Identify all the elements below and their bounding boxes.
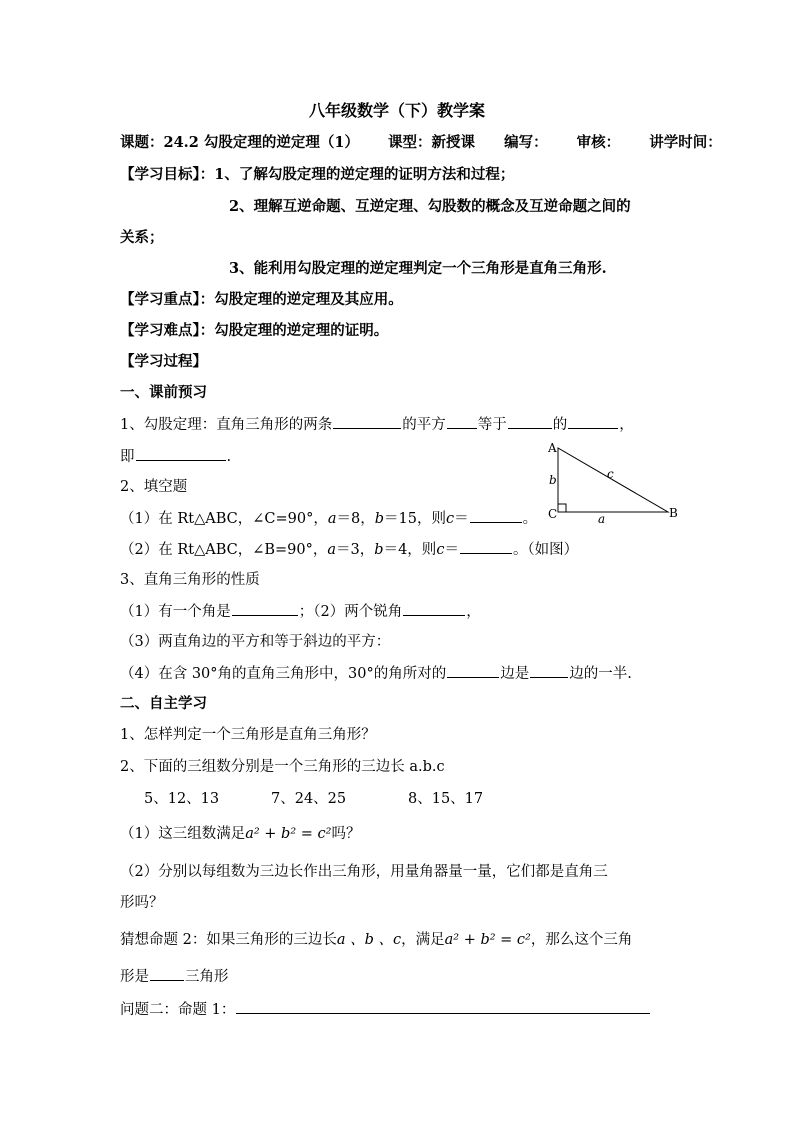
s1-q2b-bval: ＝4，则 — [383, 542, 437, 558]
guess-variables: a 、b 、c — [336, 932, 402, 948]
guess-text-1: 猜想命题 2：如果三角形的三边长 — [120, 932, 337, 948]
goals-label: 【学习目标】： — [120, 166, 215, 183]
s1-q3-text-1: （1）有一个角是 — [120, 604, 231, 620]
goal-3: 3、能利用勾股定理的逆定理判定一个三角形是直角三角形. — [229, 260, 607, 277]
guess-line-2 — [120, 966, 229, 987]
var-a: a — [327, 542, 337, 558]
section1-heading: 一、课前预习 — [120, 384, 207, 401]
header-topic: 课题：24.2 勾股定理的逆定理（1） — [120, 134, 359, 151]
answer-blank[interactable] — [150, 966, 184, 981]
formula-pythagorean: a² + b² = c² — [245, 826, 332, 842]
right-angle-mark — [558, 504, 566, 512]
issue-line — [120, 999, 651, 1020]
s1-q1-text-3: 等于 — [477, 417, 507, 433]
s1-q1-text-1: 1、勾股定理：直角三角形的两条 — [120, 417, 333, 433]
answer-blank[interactable] — [236, 999, 650, 1014]
s1-q3-item-2: （3）两直角边的平方和等于斜边的平方： — [120, 634, 391, 650]
s1-q3-text-5: 边是 — [500, 666, 530, 682]
answer-blank[interactable] — [530, 663, 568, 678]
difficulty-label: 【学习难点】： — [120, 322, 215, 339]
issue-label: 问题二：命题 1： — [120, 1002, 236, 1018]
s1-q1-text-7: . — [226, 449, 232, 465]
difficulty-line — [120, 321, 388, 341]
answer-blank[interactable] — [568, 414, 618, 429]
answer-blank[interactable] — [447, 414, 477, 429]
s1-q3-item-1 — [120, 601, 481, 622]
number-set-2: 7、24、25 — [271, 791, 347, 807]
answer-blank[interactable] — [460, 539, 512, 554]
header-writer: 编写： — [504, 134, 548, 151]
guess-text-2: ，满足 — [401, 932, 445, 948]
guess-text-3: ，那么这个三角 — [530, 932, 633, 948]
s1-q1-text-4: 的 — [552, 417, 568, 433]
s2-sub-1 — [120, 824, 360, 844]
s1-q3-text-4: （4）在含 30°角的直角三角形中，30°的角所对的 — [120, 666, 447, 682]
goal-2a: 2、理解互逆命题、互逆定理、勾股数的概念及互逆命题之间的 — [229, 198, 631, 215]
s1-q2b-end: 。（如图） — [512, 542, 579, 558]
header-type: 课型：新授课 — [388, 134, 476, 151]
goal-1: 1、了解勾股定理的逆定理的证明方法和过程； — [214, 166, 515, 183]
section2-heading: 二、自主学习 — [120, 695, 207, 712]
goal-line-1 — [120, 165, 514, 185]
answer-blank[interactable] — [403, 601, 465, 616]
s1-q1-text-6: 即 — [120, 449, 135, 465]
answer-blank[interactable] — [232, 601, 298, 616]
side-label-a: a — [598, 512, 606, 524]
s1-q2b-eq: ＝ — [444, 542, 459, 558]
s2-q1: 1、怎样判定一个三角形是直角三角形？ — [120, 727, 376, 743]
number-set-1: 5、12、13 — [144, 791, 220, 807]
s1-q1-line1 — [120, 414, 634, 435]
vertex-label-c: C — [548, 507, 558, 521]
s2-sub-2b: 形吗？ — [120, 895, 164, 911]
s1-q2a-eq: ＝ — [454, 511, 469, 527]
var-b: b — [374, 542, 384, 558]
page-title: 八年级数学（下）教学案 — [308, 101, 485, 120]
process-label: 【学习过程】 — [120, 353, 207, 370]
goal-2b: 关系； — [120, 229, 164, 246]
guess-line-1 — [120, 930, 632, 950]
s1-q3-text-3: ， — [466, 604, 481, 620]
s1-q3-heading: 3、直角三角形的性质 — [120, 572, 260, 588]
s1-q3-item-3 — [120, 663, 632, 684]
s1-q2a-bval: ＝15，则 — [384, 511, 446, 527]
s1-q1-line2 — [120, 446, 231, 467]
s2-sub1-suffix: 吗？ — [331, 826, 361, 842]
side-label-c: c — [607, 467, 614, 481]
focus-label: 【学习重点】： — [120, 291, 215, 308]
var-b: b — [374, 511, 385, 527]
s1-q2a-prefix: （1）在 Rt△ABC，∠C=90°， — [120, 511, 328, 527]
s1-q2b-prefix: （2）在 Rt△ABC，∠B=90°， — [120, 542, 328, 558]
focus-line — [120, 290, 403, 310]
s2-sub-2a: （2）分别以每组数为三边长作出三角形，用量角器量一量，它们都是直角三 — [120, 864, 608, 880]
difficulty-text: 勾股定理的逆定理的证明。 — [214, 322, 389, 339]
s1-q2a-aval: ＝8， — [336, 511, 375, 527]
answer-blank[interactable] — [508, 414, 552, 429]
right-triangle-figure — [540, 438, 680, 524]
focus-text: 勾股定理的逆定理及其应用。 — [214, 291, 403, 308]
var-a: a — [327, 511, 337, 527]
answer-blank[interactable] — [447, 663, 499, 678]
s1-q2-item-1 — [120, 508, 537, 529]
answer-blank[interactable] — [136, 446, 226, 461]
header-reviewer: 审核： — [576, 134, 621, 151]
vertex-label-a: A — [548, 441, 557, 455]
var-c: c — [436, 542, 445, 558]
guess-text-4: 形是 — [120, 969, 149, 985]
s1-q3-text-2: ；（2）两个锐角 — [298, 604, 403, 620]
s2-q2: 2、下面的三组数分别是一个三角形的三边长 a.b.c — [120, 759, 445, 775]
side-label-b: b — [549, 473, 557, 487]
answer-blank[interactable] — [333, 414, 401, 429]
guess-text-5: 三角形 — [185, 969, 229, 985]
var-c: c — [445, 511, 455, 527]
vertex-label-b: B — [669, 506, 678, 520]
s1-q1-text-5: ， — [619, 417, 634, 433]
s1-q2a-end: 。 — [522, 511, 538, 527]
answer-blank[interactable] — [470, 508, 522, 523]
formula-pythagorean: a² + b² = c² — [444, 932, 531, 948]
number-set-3: 8、15、17 — [408, 791, 484, 807]
s1-q2-item-2 — [120, 539, 578, 560]
header-row — [120, 133, 722, 153]
s1-q2-heading: 2、填空题 — [120, 479, 188, 495]
s1-q2b-aval: ＝3， — [336, 542, 375, 558]
s2-sub1-prefix: （1）这三组数满足 — [120, 826, 246, 842]
s1-q3-text-6: 边的一半. — [569, 666, 632, 682]
header-time: 讲学时间： — [649, 134, 722, 151]
s1-q1-text-2: 的平方 — [402, 417, 446, 433]
